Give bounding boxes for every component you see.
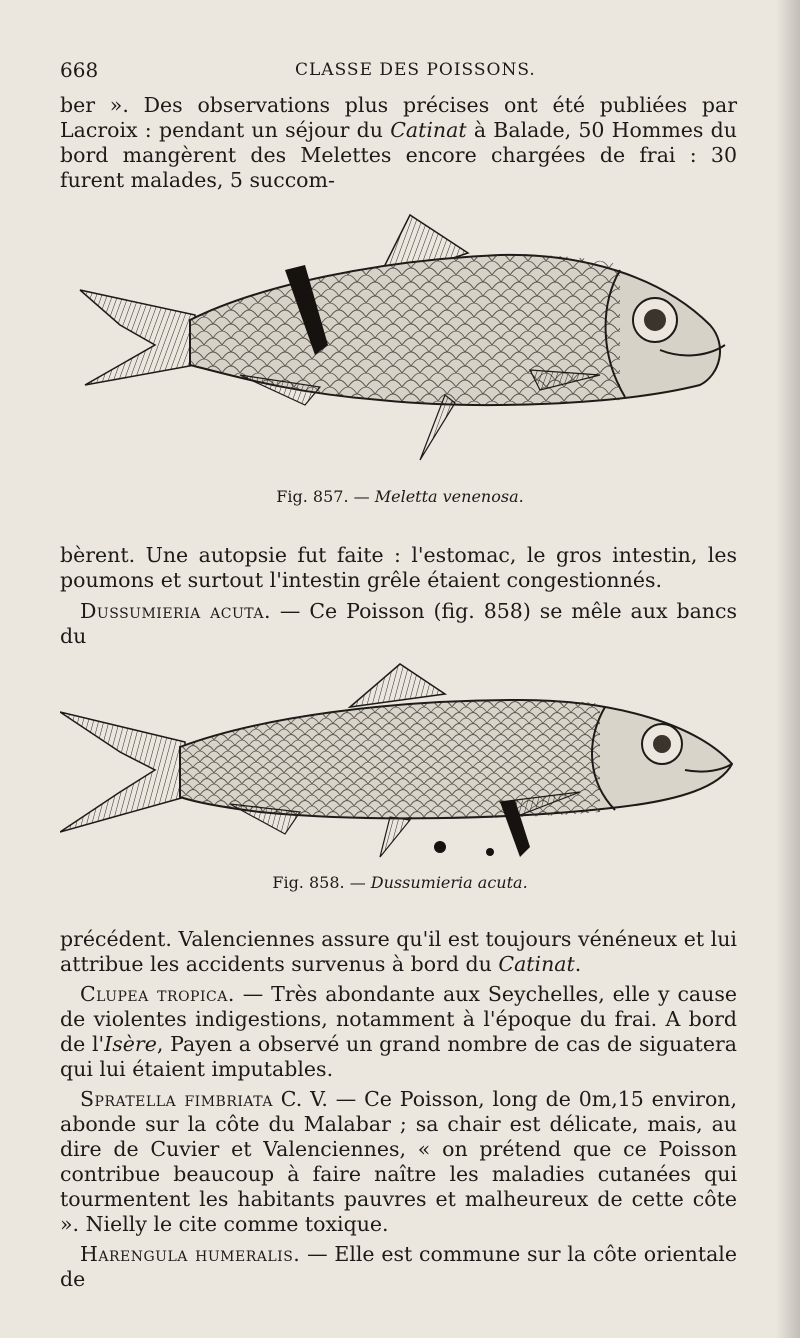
figure-number: Fig. 857. — bbox=[276, 487, 370, 506]
text-run: bèrent. Une autopsie fut faite : l'estomac, le gros intestin, les poumons et surtout l'intestin grêle étaient congestionnés. bbox=[60, 543, 737, 592]
text-run: — Très abondante aux Seychelles, elle y cause de violentes indigestions, notamment à l'époque du frai. A bord de l' bbox=[60, 982, 737, 1056]
text-run: , Payen a observé un grand nombre de cas de siguatera qui lui étaient imputables. bbox=[60, 1032, 737, 1081]
text-run: ber ». Des observations plus précises ont été publiées par Lacroix : pendant un séjour du bbox=[60, 93, 737, 142]
figure-858-caption bbox=[60, 873, 740, 892]
figure-species: Dussumieria acuta. bbox=[370, 873, 528, 892]
text-run: . bbox=[574, 952, 582, 976]
paragraph-autopsy-dussumieria bbox=[60, 543, 737, 649]
figure-species: Meletta venenosa. bbox=[374, 487, 524, 506]
ship-name: Isère bbox=[104, 1032, 157, 1056]
species-heading: Dussumieria acuta. bbox=[80, 599, 271, 623]
figure-number: Fig. 858. — bbox=[272, 873, 366, 892]
figure-858-illustration bbox=[60, 652, 740, 864]
text-run: — Ce Poisson, long de 0m,15 environ, abonde sur la côte du Malabar ; sa chair est délicate, mais, au dire de Cuvier et Valenciennes, « on prétend que ce Poisson contribue beaucoup à faire naître les maladies cutanées qui tourmentent les habitants pauvres et malheureux de cette côte ». Nielly le cite comme toxique. bbox=[60, 1087, 738, 1236]
fish-illustration-dussumieria bbox=[60, 652, 740, 864]
species-heading: Clupea tropica. bbox=[80, 982, 235, 1006]
text-run: à Balade, 50 Hommes du bord mangèrent des Melettes encore chargées de frai : 30 furent malades, 5 succom- bbox=[60, 118, 737, 192]
species-heading: Spratella fimbriata bbox=[80, 1087, 273, 1111]
figure-857-caption bbox=[60, 487, 740, 506]
paragraph-lacroix bbox=[60, 93, 737, 193]
text-run: précédent. Valenciennes assure qu'il est toujours vénéneux et lui attribue les accidents survenus à bord du bbox=[60, 927, 737, 976]
running-title: CLASSE DES POISSONS. bbox=[295, 60, 536, 80]
figure-857-illustration bbox=[60, 205, 740, 475]
species-heading: Harengula humeralis. bbox=[80, 1242, 301, 1266]
text-run: — Elle est commune sur la côte orientale de bbox=[60, 1242, 737, 1291]
ship-name: Catinat bbox=[390, 118, 467, 142]
page-edge-shadow bbox=[776, 0, 800, 1338]
author-abbrev: C. V. bbox=[272, 1087, 328, 1111]
fish-illustration-meletta bbox=[60, 205, 740, 475]
text-run: — Ce Poisson (fig. 858) se mêle aux bancs du bbox=[60, 599, 738, 648]
page-number: 668 bbox=[60, 58, 99, 82]
paragraph-species-accounts bbox=[60, 927, 737, 1292]
page-header bbox=[60, 58, 740, 84]
ship-name: Catinat bbox=[498, 952, 575, 976]
